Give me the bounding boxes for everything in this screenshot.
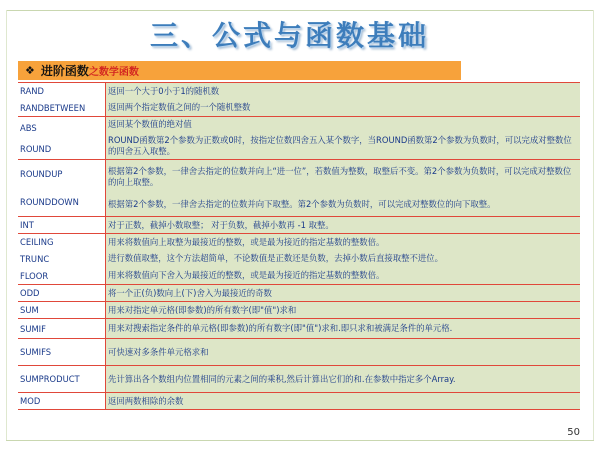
section-header-subtitle: 之数学函数 [88,67,139,78]
function-name-cell [18,83,106,116]
function-desc-cell [106,302,580,318]
function-desc: 返回某个数值的绝对值 [108,119,192,130]
table-row [18,160,580,217]
table-row [18,234,580,285]
function-name-cell [18,302,106,318]
function-name: SUMIFS [20,347,52,357]
function-desc: 进行数值取整，这个方法超简单，不论数值是正数还是负数，去掉小数后直接取整不进位。 [108,253,443,264]
table-row [18,83,580,117]
function-name: TRUNC [20,253,50,264]
function-desc-cell [106,339,580,365]
function-desc: 用来将数值向下舍入为最接近的整数，或是最为接近的指定基数的整数倍。 [108,270,385,281]
function-name: INT [20,220,34,230]
function-name: RANDBETWEEN [20,102,86,113]
function-name-cell [18,160,106,216]
function-name: FLOOR [20,270,49,281]
frame-bottom-line [6,440,594,441]
function-name: SUM [20,305,39,315]
function-name-cell [18,319,106,338]
function-name-cell [18,339,106,365]
diamond-bullet-icon: ❖ [25,64,35,77]
table-row [18,302,580,319]
frame-left-line [6,10,7,440]
page-number: 50 [567,427,580,438]
function-desc: 对于正数，截掉小数取整； 对于负数，截掉小数再 -1 取整。 [108,219,334,230]
frame-top-line [6,10,594,11]
function-name-cell [18,366,106,392]
function-desc: 先计算出各个数组内位置相同的元素之间的乘积,然后计算出它们的和.在参数中指定多个Array. [108,373,456,384]
function-name-cell [18,285,106,301]
function-desc-cell [106,393,580,409]
function-name: CEILING [20,237,54,248]
section-header [18,61,461,80]
function-desc-cell [106,319,580,338]
function-name: ROUNDUP [20,169,63,179]
function-desc-cell [106,160,580,216]
function-name-cell [18,117,106,159]
table-row [18,339,580,366]
function-desc: 根据第2个参数，一律舍去指定的位数并向下取整。第2个参数为负数时，可以完成对整数位的向下取整。 [108,199,496,210]
table-row [18,393,580,410]
function-desc-cell [106,83,580,116]
function-desc: 用来对指定单元格(即参数)的所有数字(即"值")求和 [108,304,297,315]
function-desc-cell [106,217,580,233]
function-name: ROUNDDOWN [20,197,79,207]
function-desc-cell [106,117,580,159]
function-name-cell [18,393,106,409]
function-desc-cell [106,366,580,392]
function-name: ROUND [20,143,52,154]
function-name: RAND [20,86,44,97]
function-table [18,82,580,410]
function-desc: 可快速对多条件单元格求和 [108,346,209,357]
function-desc: 返回一个大于0小于1的随机数 [108,85,220,96]
slide-title: 三、公式与函数基础 [150,19,430,52]
function-desc: ROUND函数第2个参数为正数或0时，按指定位数四舍五入某个数字，当ROUND函数第2个参数为负数时，可以完成对整数位的四舍五入取整。 [108,134,572,156]
function-desc: 返回两数相除的余数 [108,395,184,406]
table-row [18,217,580,234]
function-name-cell [18,234,106,284]
function-desc: 用来对搜索指定条件的单元格(即参数)的所有数字(即"值")求和.即只求和被满足条件的单元格. [108,323,453,333]
function-name: ABS [20,122,37,133]
function-desc: 根据第2个参数，一律舍去指定的位数并向上“进一位”，若数值为整数，取整后不变。第2个参数为负数时，可以完成对整数位的向上取整。 [108,165,572,187]
function-name: MOD [20,396,41,406]
function-desc-cell [106,234,580,284]
table-row [18,117,580,160]
function-desc: 用来将数值向上取整为最接近的整数，或是最为接近的指定基数的整数倍。 [108,236,385,247]
frame-right-line [593,10,594,440]
table-row [18,285,580,302]
function-name-cell [18,217,106,233]
table-row [18,319,580,339]
function-desc: 返回两个指定数值之间的一个随机整数 [108,102,251,113]
function-name: SUMPRODUCT [20,374,80,384]
section-header-title: 进阶函数 [40,64,89,78]
function-desc: 将一个正(负)数向上(下)舍入为最接近的奇数 [108,287,272,298]
function-desc-cell [106,285,580,301]
function-name: ODD [20,288,40,298]
table-row [18,366,580,393]
function-name: SUMIF [20,323,46,334]
